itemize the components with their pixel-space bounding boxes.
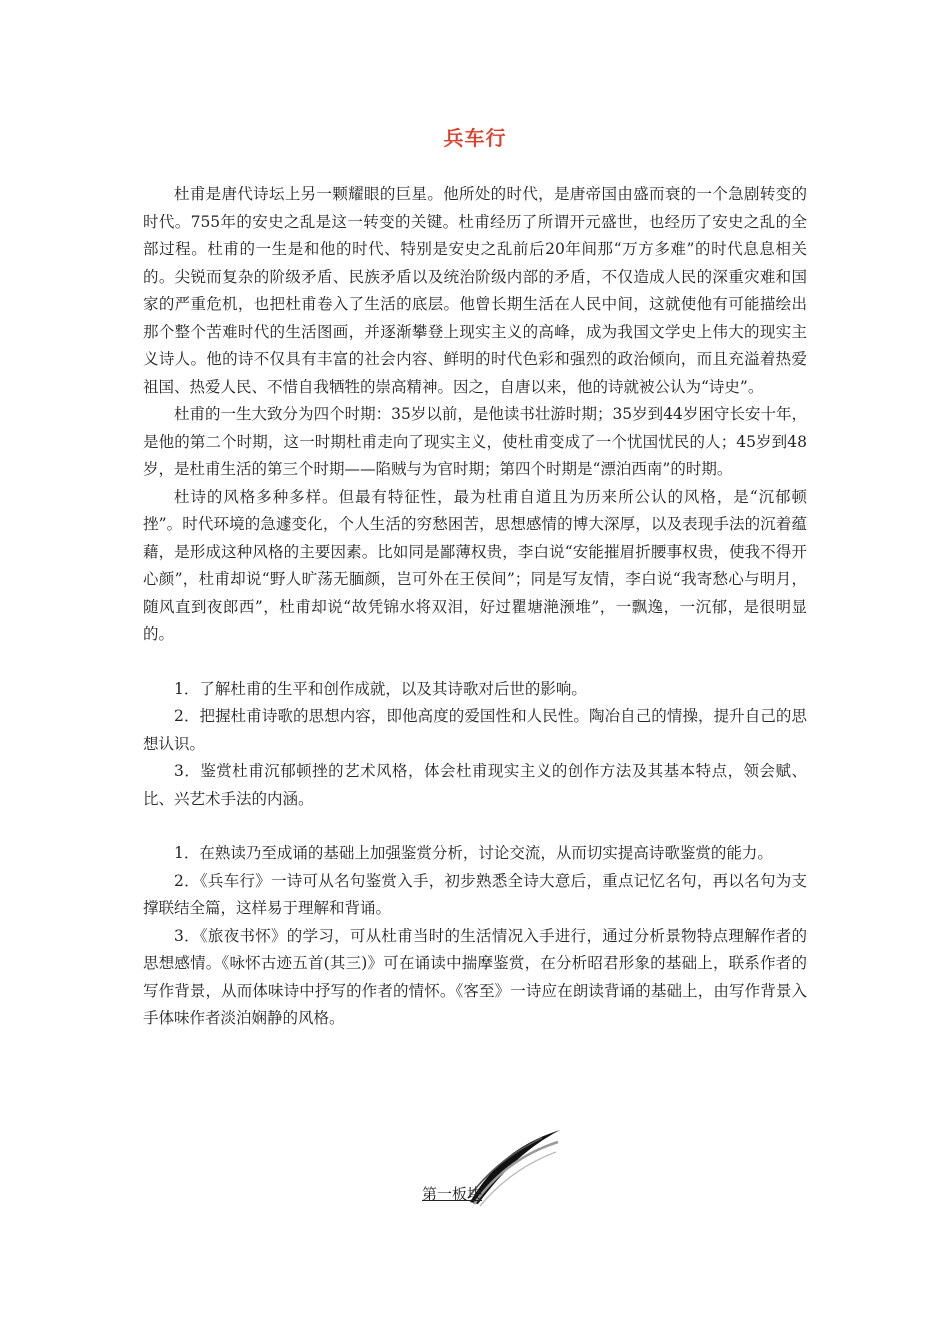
method-item: 1．在熟读乃至成诵的基础上加强鉴赏分析，讨论交流，从而切实提高诗歌鉴赏的能力。 (174, 844, 773, 862)
section-gap (143, 813, 807, 840)
intro-paragraph: 杜甫的一生大致分为四个时期：35岁以前，是他读书壮游时期；35岁到44岁困守长安十年，是他的第二个时期，这一时期杜甫走向了现实主义，使杜甫变成了一个忧国忧民的人；45岁到48岁，是杜甫生活的第三个时期——陷贼与为官时期；第四个时期是“漂泊西南”的时期。 (143, 405, 807, 478)
objective-item: 3．鉴赏杜甫沉郁顿挫的艺术风格，体会杜甫现实主义的创作方法及其基本特点，领会赋、比、兴艺术手法的内涵。 (143, 762, 807, 808)
section-gap (143, 649, 807, 676)
section-footer (400, 1128, 590, 1208)
block-title: 第一板块 (422, 1185, 483, 1203)
document-body (143, 181, 807, 1033)
intro-paragraph: 杜甫是唐代诗坛上另一颗耀眼的巨星。他所处的时代，是唐帝国由盛而衰的一个急剧转变的时代。755年的安史之乱是这一转变的关键。杜甫经历了所谓开元盛世，也经历了安史之乱的全部过程。杜甫的一生是和他的时代、特别是安史之乱前后20年间那“万方多难”的时代息息相关的。尖锐而复杂的阶级矛盾、民族矛盾以及统治阶级内部的矛盾，不仅造成人民的深重灾难和国家的严重危机，也把杜甫卷入了生活的底层。他曾长期生活在人民中间，这就使他有可能描绘出那个整个苦难时代的生活图画，并逐渐攀登上现实主义的高峰，成为我国文学史上伟大的现实主义诗人。他的诗不仅具有丰富的社会内容、鲜明的时代色彩和强烈的政治倾向，而且充溢着热爱祖国、热爱人民、不惜自我牺牲的崇高精神。因之，自唐以来，他的诗就被公认为“诗史”。 (143, 185, 807, 396)
objective-item: 2．把握杜甫诗歌的思想内容，即他高度的爱国性和人民性。陶冶自己的情操，提升自己的思想认识。 (143, 707, 807, 753)
objective-item: 1．了解杜甫的生平和创作成就，以及其诗歌对后世的影响。 (174, 679, 587, 698)
method-item: 3．《旅夜书怀》的学习，可从杜甫当时的生活情况入手进行，通过分析景物特点理解作者的思想感情。《咏怀古迹五首(其三)》可在诵读中揣摩鉴赏，在分析昭君形象的基础上，联系作者的写作背景，从而体味诗中抒写的作者的情怀。《客至》一诗应在朗读背诵的基础上，由写作背景入手体味作者淡泊娴静的风格。 (143, 926, 807, 1027)
method-item: 2．《兵车行》一诗可从名句鉴赏入手，初步熟悉全诗大意后，重点记忆名句，再以名句为支撑联结全篇，这样易于理解和背诵。 (143, 871, 807, 917)
page-title: 兵车行 (443, 126, 507, 150)
intro-paragraph: 杜诗的风格多种多样。但最有特征性，最为杜甫自道且为历来所公认的风格，是“沉郁顿挫”。时代环境的急遽变化，个人生活的穷愁困苦，思想感情的博大深厚，以及表现手法的沉着蕴藉，是形成这种风格的主要因素。比如同是鄙薄权贵，李白说“安能摧眉折腰事权贵，使我不得开心颜”，杜甫却说“野人旷荡无腼颜，岂可外在王侯间”；同是写友情，李白说“我寄愁心与明月，随风直到夜郎西”，杜甫却说“故凭锦水将双泪，好过瞿塘滟滪堆”，一飘逸，一沉郁，是很明显的。 (143, 487, 807, 643)
